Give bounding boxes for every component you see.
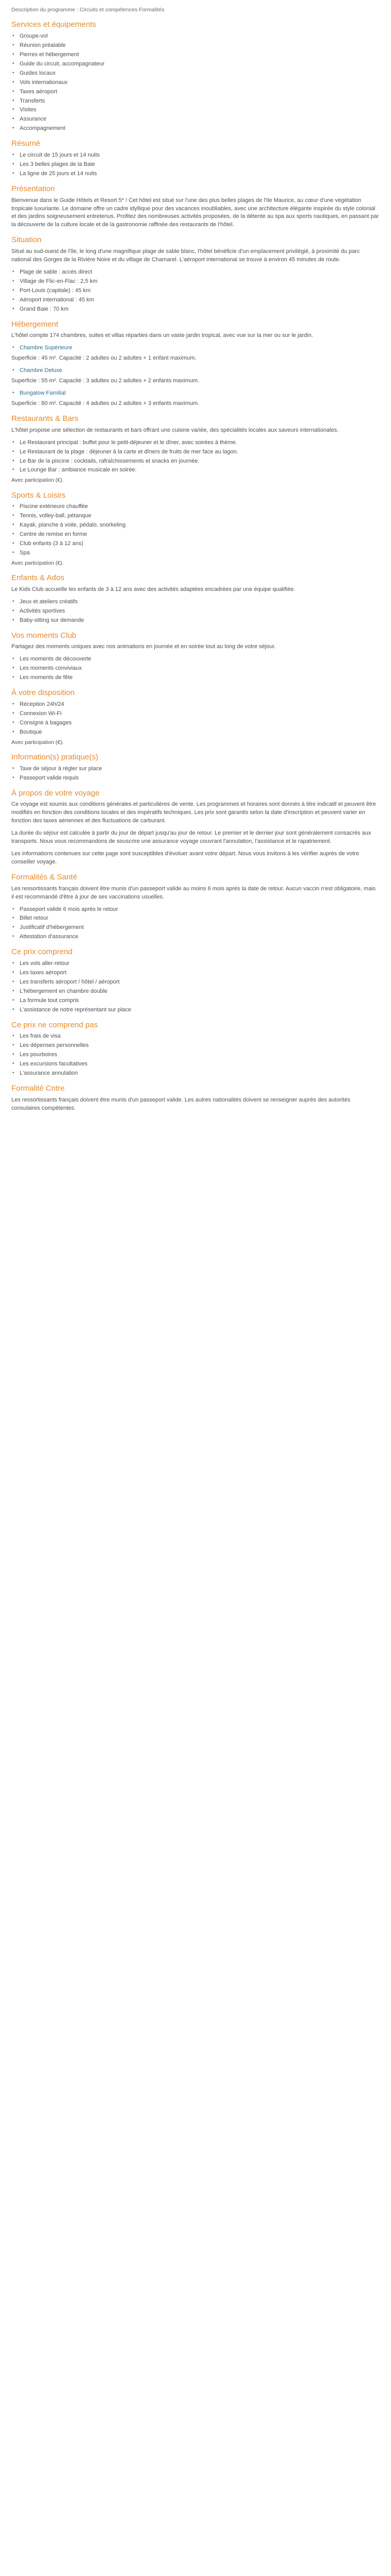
list-item: ▪ Piscine extérieure chauffée <box>11 503 380 511</box>
list-item: ▪ Le Restaurant de la plage : déjeuner à la carte et dîners de fruits de mer face au lagon. <box>11 448 380 456</box>
list-item: ▪ L'assistance de notre représentant sur place <box>11 1006 380 1014</box>
room-name: ▪ Chambre Supérieure <box>11 344 380 352</box>
list-item: ▪ Baby-sitting sur demande <box>11 617 380 625</box>
formalites-text: Les ressortissants français doivent être munis d'un passeport valide au moins 6 mois après la date de retour. Aucun vaccin n'est obligatoire, mais il est recommandé d'être à jour de ses vaccinations usuelles. <box>11 885 376 900</box>
list-item: ▪ Plage de sable : accès direct <box>11 268 380 277</box>
list-item: ▪ Activités sportives <box>11 607 380 616</box>
room-name: ▪ Bungalow Familial <box>11 389 380 398</box>
list-item: ▪ Club enfants (3 à 12 ans) <box>11 540 380 548</box>
list-item: ▪ L'assurance annulation <box>11 1070 380 1078</box>
propos-text-2: La durée du séjour est calculée à partir du jour de départ jusqu'au jour de retour. Le premier et le dernier jour sont généralement consacrés aux transports. Nous vous recommandons de souscrire une assurance voyage couvrant l'annulation, l'assistance et le rapatriement. <box>11 830 371 845</box>
sports-list <box>11 503 380 557</box>
restaurants-text: L'hôtel propose une sélection de restaurants et bars offrant une cuisine variée, des spécialités locales aux saveurs internationales. <box>11 427 339 433</box>
presentation-heading: Présentation <box>11 184 55 193</box>
disposition-list <box>11 701 380 737</box>
propos-text: Ce voyage est soumis aux conditions générales et particulières de vente. Les programmes et horaires sont donnés à titre indicatif et peuvent être modifiés en fonction des conditions locales et des impératifs techniques. Les prix sont garantis selon la date d'inscription et peuvent varier en fonction des taxes aériennes et des fluctuations de carburant. <box>11 801 376 824</box>
list-item: ▪ Les frais de visa <box>11 1032 380 1041</box>
room-block <box>11 344 380 363</box>
list-item: ▪ Billet retour <box>11 914 380 923</box>
list-item: ▪ Le Lounge Bar : ambiance musicale en soirée. <box>11 466 380 474</box>
restaurants-list <box>11 439 380 475</box>
informations-list <box>11 765 380 783</box>
presentation-text: Bienvenue dans le Guide Hôtels et Resort 5* ! Cet hôtel est situé sur l'une des plus belles plages de l'Ile Maurice, au cœur d'une végétation tropicale luxuriante. Le domaine offre un cadre idyllique pour des vacances inoubliables, avec une architecture élégante inspirée du style colonial et des jardins soigneusement entretenus. Profitez des nombreuses activités proposées, de la détente au spa aux sports nautiques, en passant par la découverte de la culture locale et de la gastronomie raffinée des restaurants de l'hôtel. <box>11 197 379 228</box>
list-item: ▪ Village de Flic-en-Flac : 2,5 km <box>11 278 380 286</box>
list-item: ▪ Passeport valide 6 mois après le retour <box>11 906 380 914</box>
list-item: ▪ Vols internationaux <box>11 79 380 87</box>
list-item: ▪ Guide du circuit, accompagnateur <box>11 60 380 69</box>
list-item: ▪ L'hébergement en chambre double <box>11 988 380 996</box>
list-item: ▪ Le Restaurant principal : buffet pour le petit-déjeuner et le dîner, avec soirées à thème. <box>11 439 380 447</box>
hebergement-heading: Hébergement <box>11 319 58 329</box>
list-item: ▪ Le circuit de 15 jours et 14 nuits <box>11 151 380 160</box>
restaurants-note: Avec participation (€). <box>11 477 64 484</box>
list-item: ▪ Connexion Wi-Fi <box>11 710 380 718</box>
prix-comprend-heading: Ce prix comprend <box>11 947 73 957</box>
list-item: ▪ Les moments conviviaux <box>11 665 380 673</box>
list-item: ▪ Transferts <box>11 97 380 106</box>
situation-heading: Situation <box>11 235 42 245</box>
moments-text: Partagez des moments uniques avec nos animations en journée et en soirée tout au long de votre séjour. <box>11 643 276 650</box>
services-list <box>11 32 380 133</box>
prix-comprend-list <box>11 960 380 1014</box>
list-item: ▪ Attestation d'assurance <box>11 933 380 941</box>
informations-heading: Information(s) pratique(s) <box>11 752 99 761</box>
room-name-list <box>11 389 380 398</box>
list-item: ▪ Les pourboires <box>11 1051 380 1059</box>
list-item: ▪ Pierres et hébergement <box>11 51 380 59</box>
intro-text: Description du programme : Circuits et compétences Formalités <box>11 7 165 13</box>
room-name: ▪ Chambre Deluxe <box>11 367 380 375</box>
formalite-cntr-text: Les ressortissants français doivent être munis d'un passeport valide. Les autres nationalités doivent se renseigner auprès des autorités consulaires compétentes. <box>11 1096 350 1111</box>
resume-list <box>11 151 380 178</box>
prix-pas-list <box>11 1032 380 1078</box>
list-item: ▪ Les vols aller-retour <box>11 960 380 968</box>
restaurants-heading: Restaurants & Bars <box>11 414 79 423</box>
enfants-text: Le Kids Club accueille les enfants de 3 à 12 ans avec des activités adaptées encadrées par une équipe qualifiée. <box>11 586 296 592</box>
list-item: ▪ Réception 24h/24 <box>11 701 380 709</box>
list-item: ▪ Aéroport international : 45 km <box>11 296 380 304</box>
hebergement-text: L'hôtel compte 174 chambres, suites et villas réparties dans un vaste jardin tropical, avec vue sur la mer ou sur le jardin. <box>11 332 313 339</box>
sports-heading: Sports & Loisirs <box>11 490 66 500</box>
formalites-list <box>11 906 380 942</box>
formalite-cntr-heading: Formalité Cntre <box>11 1084 65 1093</box>
list-item: ▪ Passeport valide requis <box>11 774 380 783</box>
list-item: ▪ Spa <box>11 549 380 557</box>
formalites-heading: Formalités & Santé <box>11 872 77 882</box>
list-item: ▪ Assurance <box>11 115 380 124</box>
list-item: ▪ La formule tout compris <box>11 997 380 1005</box>
list-item: ▪ Les transferts aéroport / hôtel / aéroport <box>11 978 380 987</box>
list-item: ▪ Le Bar de la piscine : cocktails, rafraîchissements et snacks en journée. <box>11 457 380 466</box>
list-item: ▪ Les excursions facultatives <box>11 1060 380 1069</box>
list-item: ▪ Guides locaux <box>11 70 380 78</box>
list-item: ▪ Les dépenses personnelles <box>11 1042 380 1050</box>
disposition-heading: À votre disposition <box>11 688 75 698</box>
room-block <box>11 389 380 408</box>
list-item: ▪ Accompagnement <box>11 125 380 133</box>
list-item: ▪ Tennis, volley-ball, pétanque <box>11 512 380 520</box>
list-item: ▪ Les moments de fête <box>11 674 380 682</box>
room-block <box>11 367 380 385</box>
propos-heading: À propos de votre voyage <box>11 788 100 798</box>
room-desc: Superficie : 55 m². Capacité : 3 adultes ou 2 adultes + 2 enfants maximum. <box>11 378 200 384</box>
moments-heading: Vos moments Club <box>11 631 76 640</box>
list-item: ▪ Taxes aéroport <box>11 88 380 96</box>
list-item: ▪ Kayak, planche à voile, pédalo, snorkeling <box>11 521 380 530</box>
moments-list <box>11 655 380 682</box>
list-item: ▪ Grand Baie : 70 km <box>11 306 380 314</box>
room-name-list <box>11 367 380 375</box>
list-item: ▪ Taxe de séjour à régler sur place <box>11 765 380 773</box>
disposition-note: Avec participation (€). <box>11 739 64 745</box>
enfants-list <box>11 598 380 625</box>
list-item: ▪ Boutique <box>11 728 380 737</box>
enfants-heading: Enfants & Ados <box>11 573 64 583</box>
list-item: ▪ Justificatif d'hébergement <box>11 924 380 932</box>
propos-text-3: Les informations contenues sur cette page sont susceptibles d'évoluer avant votre départ. Nous vous invitons à les vérifier auprès de votre conseiller voyage. <box>11 851 360 865</box>
list-item: ▪ Visites <box>11 106 380 114</box>
situation-list <box>11 268 380 314</box>
rooms <box>11 344 380 408</box>
list-item: ▪ Réunion préalable <box>11 42 380 50</box>
room-desc: Superficie : 45 m². Capacité : 2 adultes ou 2 adultes + 1 enfant maximum. <box>11 355 197 362</box>
resume-heading: Résumé <box>11 139 40 148</box>
list-item: ▪ Les moments de découverte <box>11 655 380 664</box>
services-heading: Services et équipements <box>11 20 96 29</box>
sports-note: Avec participation (€). <box>11 560 64 566</box>
list-item: ▪ Groupe-vol <box>11 32 380 41</box>
list-item: ▪ Port-Louis (capitale) : 45 km <box>11 287 380 295</box>
prix-pas-heading: Ce prix ne comprend pas <box>11 1020 98 1029</box>
room-name-list <box>11 344 380 352</box>
room-desc: Superficie : 80 m². Capacité : 4 adultes ou 2 adultes + 3 enfants maximum. <box>11 400 200 407</box>
list-item: ▪ Les 3 belles plages de la Baie <box>11 161 380 169</box>
situation-text: Situé au sud-ouest de l'île, le long d'une magnifique plage de sable blanc, l'hôtel bénéficie d'un emplacement privilégié, à proximité du parc national des Gorges de la Rivière Noire et du village de Chamarel. L'aéroport international se trouve à environ 45 minutes de route. <box>11 248 360 263</box>
list-item: ▪ Centre de remise en forme <box>11 531 380 539</box>
list-item: ▪ Jeux et ateliers créatifs <box>11 598 380 606</box>
page <box>0 0 391 1127</box>
list-item: ▪ Les taxes aéroport <box>11 969 380 977</box>
list-item: ▪ Consigne à bagages <box>11 719 380 727</box>
list-item: ▪ La ligne de 25 jours et 14 nuits <box>11 170 380 178</box>
